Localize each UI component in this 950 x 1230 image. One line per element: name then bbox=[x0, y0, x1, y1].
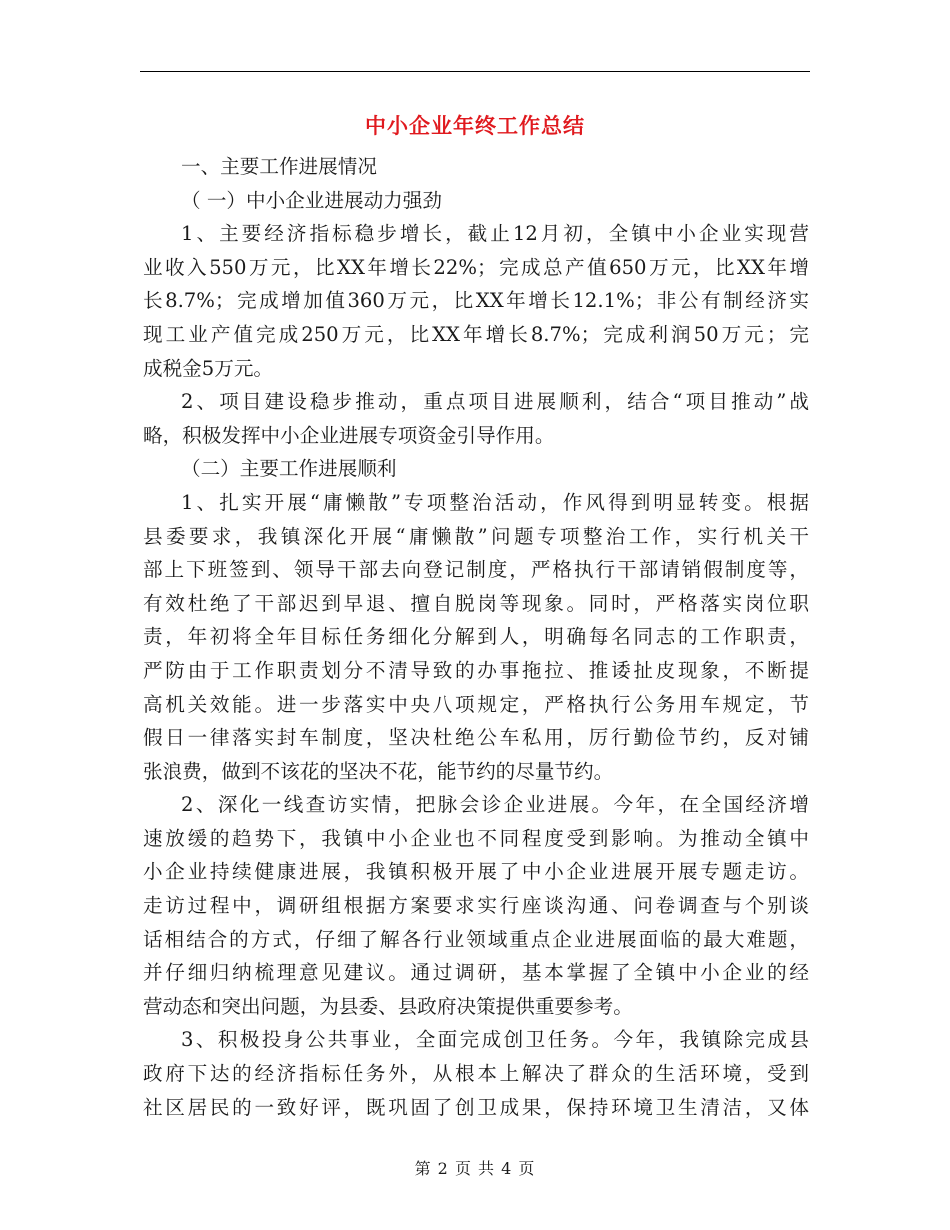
body-text-line: 责，年初将全年目标任务细化分解到人，明确每名同志的工作职责， bbox=[143, 625, 809, 649]
body-text-line: 假日一律落实封车制度，坚决杜绝公车私用，厉行勤俭节约，反对铺 bbox=[143, 726, 809, 750]
body-text-line: 现工业产值完成250万元，比XX年增长8.7%；完成利润50万元；完 bbox=[143, 322, 809, 346]
document-body bbox=[143, 150, 809, 1124]
body-text-line: 走访过程中，调研组根据方案要求实行座谈沟通、问卷调查与个别谈 bbox=[143, 894, 809, 918]
body-text-line: 速放缓的趋势下，我镇中小企业也不同程度受到影响。为推动全镇中 bbox=[143, 826, 809, 850]
body-text-line: 3、积极投身公共事业，全面完成创卫任务。今年，我镇除完成县 bbox=[181, 1028, 809, 1052]
body-text-line: 县委要求，我镇深化开展“庸懒散”问题专项整治工作，实行机关干 bbox=[143, 524, 809, 548]
body-text-line: 长8.7%；完成增加值360万元，比XX年增长12.1%；非公有制经济实 bbox=[143, 289, 809, 313]
body-text-line: 2、项目建设稳步推动，重点项目进展顺利，结合“项目推动”战 bbox=[181, 390, 809, 414]
body-text-line: 张浪费，做到不该花的坚决不花，能节约的尽量节约。 bbox=[143, 759, 614, 783]
body-text-line: 1、主要经济指标稳步增长，截止12月初，全镇中小企业实现营 bbox=[181, 222, 809, 246]
body-text-line: 有效杜绝了干部迟到早退、擅自脱岗等现象。同时，严格落实岗位职 bbox=[143, 591, 809, 615]
body-text-line: 高机关效能。进一步落实中央八项规定，严格执行公务用车规定，节 bbox=[143, 692, 809, 716]
body-text-line: 略，积极发挥中小企业进展专项资金引导作用。 bbox=[143, 423, 555, 447]
body-text-line: 1、扎实开展“庸懒散”专项整治活动，作风得到明显转变。根据 bbox=[181, 490, 809, 514]
body-text-line: 2、深化一线查访实情，把脉会诊企业进展。今年，在全国经济增 bbox=[181, 793, 809, 817]
page-number-footer: 第 2 页 共 4 页 bbox=[414, 1159, 536, 1178]
header-rule bbox=[140, 71, 810, 72]
body-text-line: 政府下达的经济指标任务外，从根本上解决了群众的生活环境，受到 bbox=[143, 1062, 809, 1086]
body-text-line: 小企业持续健康进展，我镇积极开展了中小企业进展开展专题走访。 bbox=[143, 860, 809, 884]
body-text-line: 严防由于工作职责划分不清导致的办事拖拉、推诿扯皮现象，不断提 bbox=[143, 658, 809, 682]
body-text-line: （二）主要工作进展顺利 bbox=[181, 457, 397, 481]
document-title: 中小企业年终工作总结 bbox=[365, 113, 585, 138]
body-text-line: （ 一）中小企业进展动力强劲 bbox=[181, 188, 442, 212]
body-text-line: 话相结合的方式，仔细了解各行业领域重点企业进展面临的最大难题， bbox=[143, 927, 809, 951]
body-text-line: 社区居民的一致好评，既巩固了创卫成果，保持环境卫生清洁，又体 bbox=[143, 1095, 809, 1119]
body-text-line: 营动态和突出问题，为县委、县政府决策提供重要参考。 bbox=[143, 994, 633, 1018]
body-text-line: 成税金5万元。 bbox=[143, 356, 274, 380]
body-text-line: 一、主要工作进展情况 bbox=[181, 155, 377, 178]
body-text-line: 并仔细归纳梳理意见建议。通过调研，基本掌握了全镇中小企业的经 bbox=[143, 961, 809, 985]
body-text-line: 部上下班签到、领导干部去向登记制度，严格执行干部请销假制度等， bbox=[143, 558, 809, 582]
body-text-line: 业收入550万元，比XX年增长22%；完成总产值650万元，比XX年增 bbox=[143, 255, 809, 279]
